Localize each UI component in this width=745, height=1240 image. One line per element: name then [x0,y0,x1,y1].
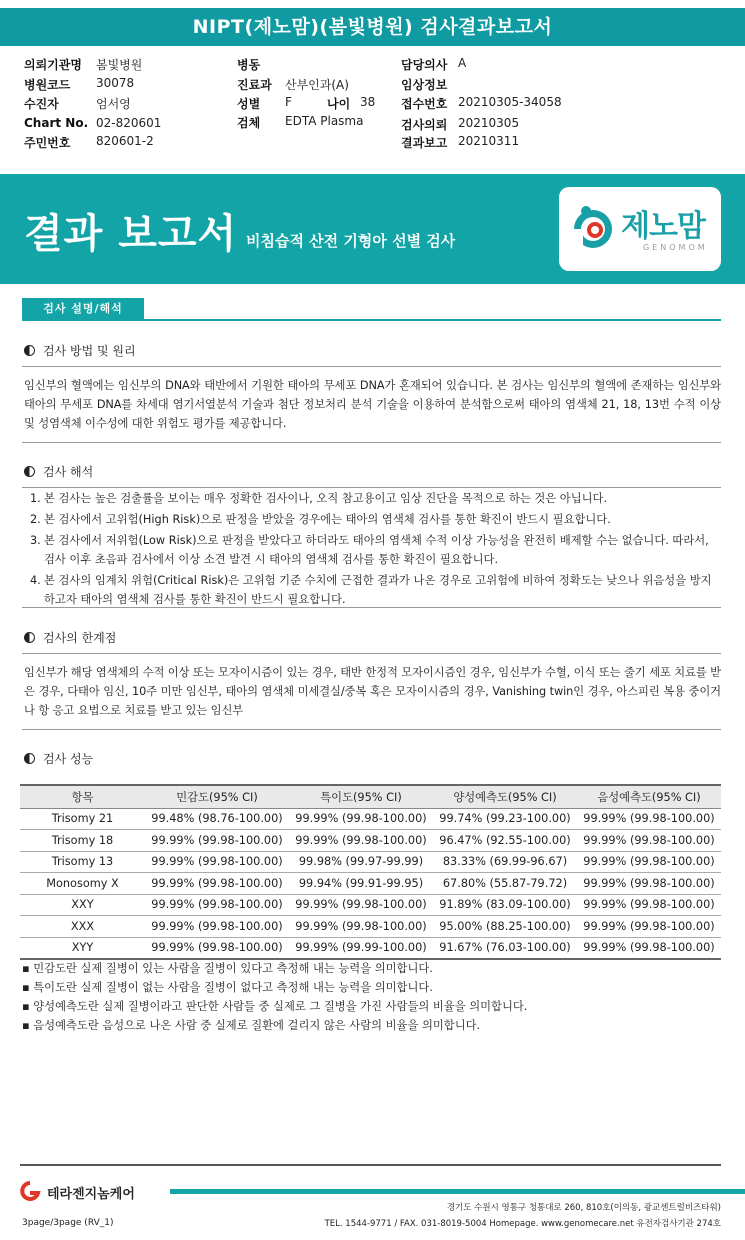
table-row [20,916,721,938]
table-cell: 99.74% (99.23-100.00) [433,808,577,830]
report-title: NIPT(제노맘)(봄빛병원) 검사결과보고서 [0,8,745,46]
list-num: 2. [30,513,41,526]
table-cell: 96.47% (92.55-100.00) [433,830,577,852]
table-cell: 99.99% (99.98-100.00) [145,937,289,959]
tab-divider [22,319,721,321]
code-label: 병원코드 [24,78,71,92]
note-item: ▪ 양성예측도란 실제 질병이라고 판단한 사람들 중 실제로 그 질병을 가진 사람들의 비율을 의미합니다. [22,997,527,1016]
list-item [30,510,720,529]
row-item-name: Trisomy 21 [20,808,145,830]
table-cell: 99.98% (99.97-99.99) [289,851,433,873]
limits-heading [24,629,116,646]
table-cell: 99.99% (99.98-100.00) [577,873,721,895]
genomom-logo-icon [571,203,615,251]
table-cell: 99.99% (99.99-100.00) [289,937,433,959]
banner-title: 결과 보고서 [24,211,238,257]
request-value: 20210305 [458,116,520,130]
list-item [30,571,720,609]
row-item-name: XXY [20,894,145,916]
patient-info [0,54,745,154]
dept-label: 진료과 [237,78,272,92]
doctor-label: 담당의사 [401,58,448,72]
table-cell: 99.99% (99.98-100.00) [145,916,289,938]
footer-accent-bar [170,1189,745,1194]
hospital-label: 의뢰기관명 [24,58,82,72]
age-label: 나이 [327,97,351,111]
table-header-row [20,785,721,808]
performance-heading [24,750,93,767]
divider [22,729,721,730]
id-value: 820601-2 [96,134,154,148]
result-banner [0,174,745,284]
divider [22,487,721,488]
accession-label: 접수번호 [401,97,448,111]
method-heading [24,342,136,359]
accession-value: 20210305-34058 [458,95,562,109]
table-cell: 99.99% (99.98-100.00) [289,830,433,852]
banner-subtitle: 비침습적 산전 기형아 선별 검사 [246,232,456,250]
table-row [20,808,721,830]
table-cell: 99.99% (99.98-100.00) [145,851,289,873]
performance-notes [22,959,527,1035]
hospital-value: 봄빛병원 [96,58,143,72]
table-cell: 99.48% (98.76-100.00) [145,808,289,830]
list-text: 본 검사에서 저위험(Low Risk)으로 판정을 받았다고 하더라도 태아의 염색체 수적 이상 가능성을 완전히 배제할 수는 없습니다. 따라서, 검사 이후 초음파 검사에서 이상 소견 발견 시 태아의 염색체 검사를 통한 확진이 필요합니다. [44,534,709,566]
dept-value: 산부인과(A) [285,78,349,92]
table-body [20,808,721,959]
request-label: 검사의뢰 [401,118,448,132]
doctor-value: A [458,56,467,70]
page-number: 3page/3page (RV_1) [22,1218,114,1228]
col-header: 항목 [20,785,145,808]
table-cell: 99.99% (99.98-100.00) [577,851,721,873]
table-cell: 91.67% (76.03-100.00) [433,937,577,959]
table-cell: 99.99% (99.98-100.00) [577,894,721,916]
limits-heading-text: 검사의 한계점 [43,631,117,645]
half-circle-icon [24,753,35,764]
table-row [20,937,721,959]
col-header: 양성예측도(95% CI) [433,785,577,808]
list-num: 3. [30,534,41,547]
receiver-label: 수진자 [24,97,59,111]
table-cell: 99.99% (99.98-100.00) [145,873,289,895]
col-header: 음성예측도(95% CI) [577,785,721,808]
interpretation-list [30,489,720,611]
method-heading-text: 검사 방법 및 원리 [43,344,136,358]
chart-value: 02-820601 [96,116,162,130]
method-text: 임신부의 혈액에는 임신부의 DNA와 태반에서 기원한 태아의 무세포 DNA가 혼재되어 있습니다. 본 검사는 임신부의 혈액에 존재하는 임신부와 태아의 무세포 DNA를 차세대 염기서열분석 기술과 첨단 정보처리 분석 기술을 이용하여 분석함으로써 태아의 염색체 21, 18, 13번 수적 이상 및 성염색체 이수성에 대한 위험도 평가를 제공합니다. [24,379,721,430]
sex-label: 성별 [237,97,261,111]
row-item-name: XXX [20,916,145,938]
ward-label: 병동 [237,58,261,72]
interpretation-heading-text: 검사 해석 [43,465,94,479]
row-item-name: XYY [20,937,145,959]
row-item-name: Monosomy X [20,873,145,895]
code-value: 30078 [96,76,135,90]
sex-value: F [285,95,292,109]
list-text: 본 검사는 높은 검출률을 보이는 매우 정확한 검사이나, 오직 참고용이고 임상 진단을 목적으로 하는 것은 아닙니다. [44,492,608,505]
id-label: 주민번호 [24,136,71,150]
performance-heading-text: 검사 성능 [43,752,94,766]
row-item-name: Trisomy 18 [20,830,145,852]
table-cell: 99.99% (99.98-100.00) [289,894,433,916]
note-item: ▪ 특이도란 실제 질병이 없는 사람을 질병이 없다고 측정해 내는 능력을 의미합니다. [22,978,527,997]
company-contact: TEL. 1544-9771 / FAX. 031-8019-5004 Homepage. www.genomecare.net 유전자검사기관 274호 [324,1219,721,1229]
genomom-logo [559,187,721,271]
note-item: ▪ 민감도란 실제 질병이 있는 사람을 질병이 있다고 측정해 내는 능력을 의미합니다. [22,959,527,978]
table-cell: 99.99% (99.98-100.00) [145,894,289,916]
footer-divider [20,1164,721,1166]
logo-en: GENOMOM [643,243,708,252]
table-cell: 99.99% (99.98-100.00) [145,830,289,852]
interpretation-heading [24,463,93,480]
sample-value: EDTA Plasma [285,114,364,128]
section-tab: 검사 설명/해석 [22,298,144,320]
list-text: 본 검사의 임계치 위험(Critical Risk)은 고위험 기준 수치에 근접한 결과가 나온 경우로 고위험에 비하여 정확도는 낮으나 위음성을 방지하고자 태아의 염색체 검사를 통한 확진이 반드시 필요합니다. [44,574,712,606]
list-item [30,531,720,569]
terragen-logo-icon [17,1181,43,1201]
table-cell: 67.80% (55.87-79.72) [433,873,577,895]
divider [22,442,721,443]
table-cell: 99.99% (99.98-100.00) [289,916,433,938]
half-circle-icon [24,632,35,643]
table-cell: 99.99% (99.98-100.00) [577,916,721,938]
half-circle-icon [24,345,35,356]
table-row [20,894,721,916]
row-item-name: Trisomy 13 [20,851,145,873]
table-cell: 95.00% (88.25-100.00) [433,916,577,938]
report-label: 결과보고 [401,136,448,150]
table-cell: 99.99% (99.98-100.00) [289,808,433,830]
age-value: 38 [360,95,376,109]
table-row [20,851,721,873]
list-num: 1. [30,492,41,505]
table-cell: 99.99% (99.98-100.00) [577,830,721,852]
logo-text: 제노맘 [621,209,705,244]
clinical-label: 임상정보 [401,78,448,92]
receiver-value: 엄서영 [96,97,131,111]
company-address: 경기도 수원시 영통구 청통대로 260, 810호(이의동, 광교센트럴비즈타워) [446,1203,721,1213]
table-cell: 83.33% (69.99-96.67) [433,851,577,873]
table-row [20,873,721,895]
list-text: 본 검사에서 고위험(High Risk)으로 판정을 받았을 경우에는 태아의 염색체 검사를 통한 확진이 반드시 필요합니다. [44,513,611,526]
col-header: 민감도(95% CI) [145,785,289,808]
report-value: 20210311 [458,134,520,148]
table-cell: 99.94% (99.91-99.95) [289,873,433,895]
list-item [30,489,720,508]
sample-label: 검체 [237,116,261,130]
half-circle-icon [24,466,35,477]
divider [22,607,721,608]
note-item: ▪ 음성예측도란 음성으로 나온 사람 중 실제로 질환에 걸리지 않은 사람의 비율을 의미합니다. [22,1016,527,1035]
divider [22,653,721,654]
limits-text: 임신부가 해당 염색체의 수적 이상 또는 모자이시즘이 있는 경우, 태반 한정적 모자이시즘인 경우, 임신부가 수혈, 이식 또는 줄기 세포 치료를 받은 경우, 다태아 임신, 10주 미만 임신부, 태아의 염색체 미세결실/중복 혹은 모자이시즘의 경우, Vanishing twin인 경우, 아스피린 복용 중이거나 항 응고 요법으로 치료를 받고 있는 임신부 [24,666,721,717]
divider [22,366,721,367]
table-cell: 91.89% (83.09-100.00) [433,894,577,916]
list-num: 4. [30,574,41,587]
table-row [20,830,721,852]
chart-label: Chart No. [24,116,89,130]
performance-table [20,784,721,960]
company-name: 테라젠지놈케어 [47,1187,135,1202]
table-cell: 99.99% (99.98-100.00) [577,808,721,830]
table-cell: 99.99% (99.98-100.00) [577,937,721,959]
col-header: 특이도(95% CI) [289,785,433,808]
